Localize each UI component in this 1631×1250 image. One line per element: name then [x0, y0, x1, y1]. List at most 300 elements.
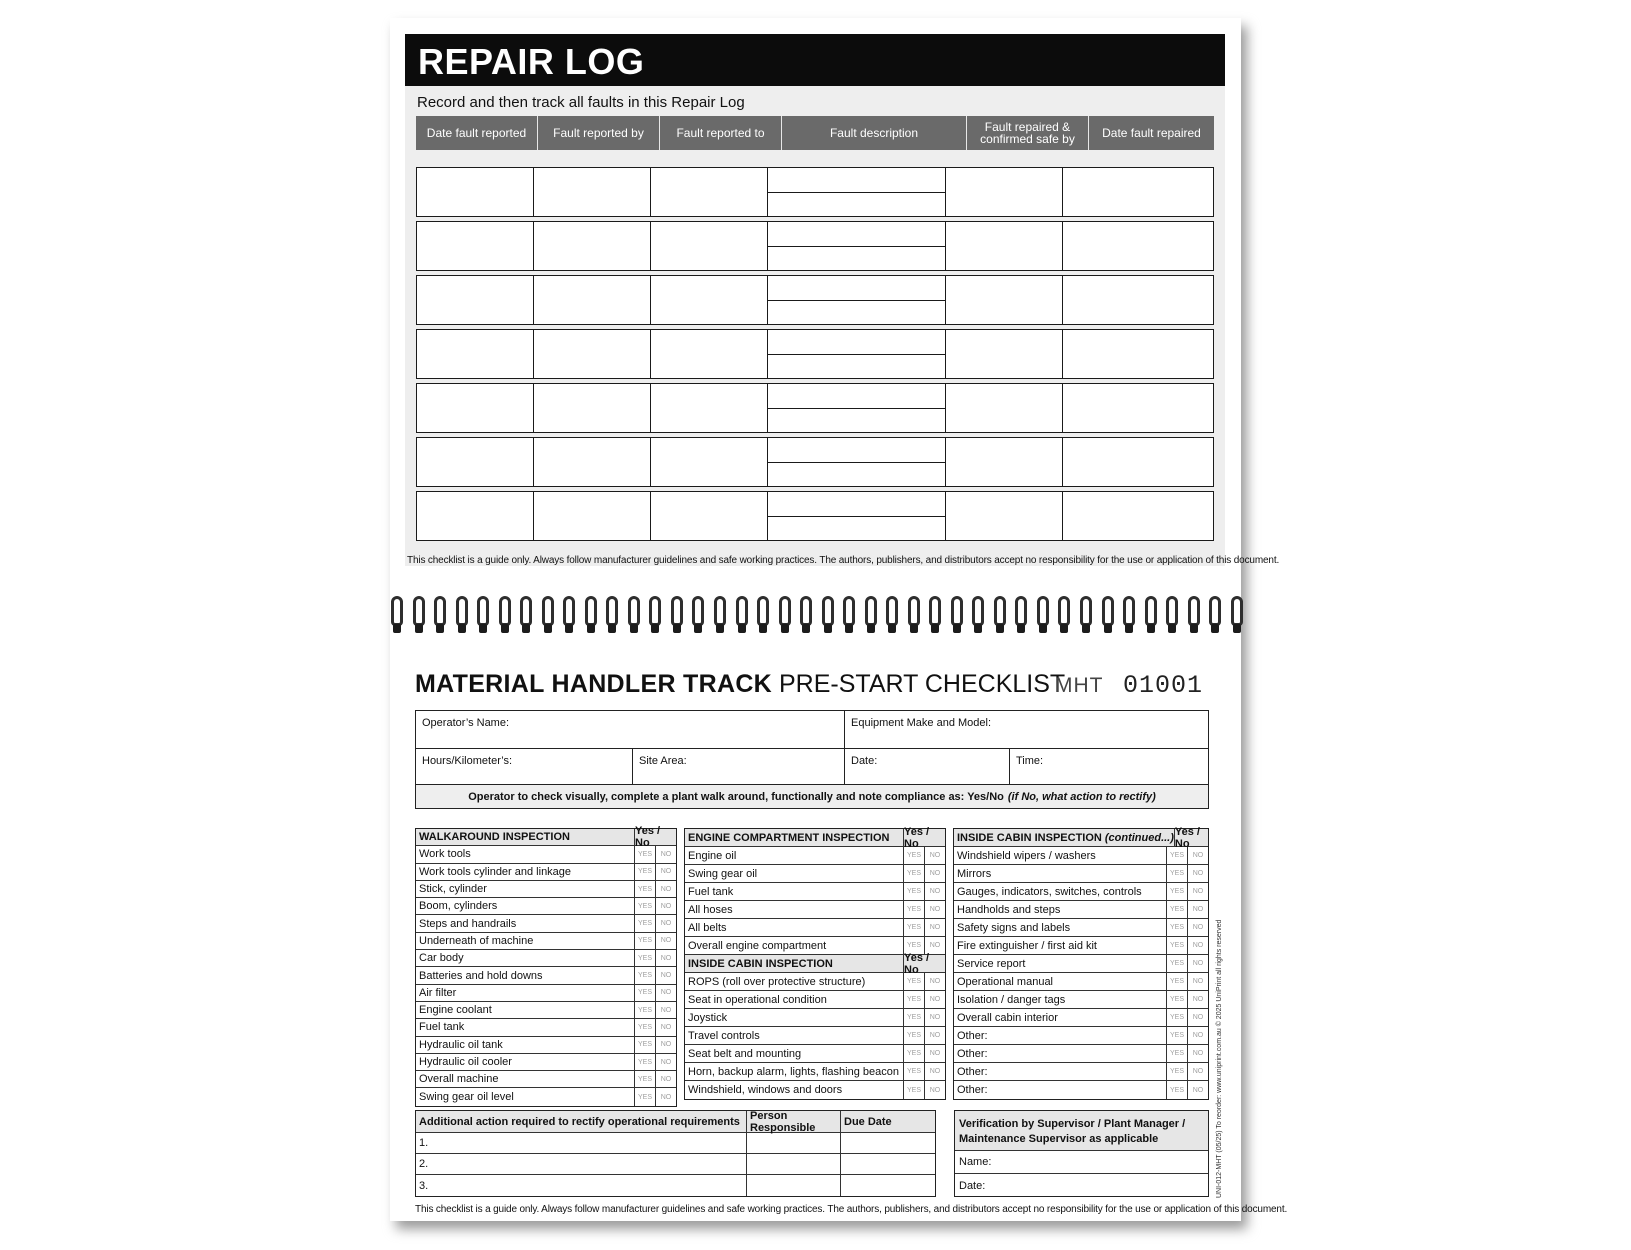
checklist-item-row — [416, 898, 676, 915]
yes-no-header: Yes / No — [903, 829, 945, 846]
yes-checkbox[interactable]: YES — [1169, 942, 1184, 949]
no-checkbox[interactable]: NO — [655, 1002, 676, 1018]
yes-checkbox[interactable]: YES — [637, 989, 652, 997]
yes-no-boxes — [1166, 1009, 1208, 1026]
yes-checkbox[interactable]: YES — [1169, 1050, 1184, 1057]
hours-field[interactable] — [415, 748, 633, 787]
checklist-item-label: Hydraulic oil cooler — [419, 1056, 512, 1068]
yes-no-boxes — [634, 1071, 676, 1087]
yes-checkbox[interactable]: YES — [637, 1075, 652, 1083]
coil-loop — [1037, 596, 1049, 626]
repair-log-cell[interactable] — [946, 492, 1063, 540]
repair-log-cell[interactable] — [946, 168, 1063, 216]
no-checkbox[interactable]: NO — [655, 1019, 676, 1035]
yes-checkbox[interactable]: YES — [906, 924, 921, 931]
spiral-coil-icon — [476, 596, 490, 636]
spiral-coil-icon — [1187, 596, 1201, 636]
coil-loop — [972, 596, 984, 626]
repair-log-cell[interactable] — [534, 330, 651, 378]
coil-loop — [628, 596, 640, 626]
repair-log-cell[interactable] — [768, 438, 946, 486]
due-date-header: Due Date — [840, 1111, 935, 1132]
spiral-coil-icon — [864, 596, 878, 636]
repair-log-subtitle: Record and then track all faults in this Repair Log — [417, 94, 745, 111]
repair-log-cell[interactable] — [768, 384, 946, 432]
repair-log-cell[interactable] — [534, 222, 651, 270]
spiral-coil-icon — [1079, 596, 1093, 636]
repair-log-cell[interactable] — [1063, 438, 1213, 486]
repair-log-cell[interactable] — [651, 438, 768, 486]
col-repaired-by: Fault repaired & confirmed safe by — [967, 116, 1089, 150]
no-checkbox[interactable]: NO — [1187, 973, 1208, 990]
no-checkbox[interactable]: NO — [1187, 991, 1208, 1008]
repair-log-cell[interactable] — [417, 168, 534, 216]
checklist-item-row — [416, 1019, 676, 1036]
repair-log-cell[interactable] — [946, 438, 1063, 486]
repair-log-row[interactable] — [416, 383, 1214, 433]
repair-log-cell[interactable] — [651, 168, 768, 216]
no-checkbox[interactable]: NO — [924, 1081, 945, 1099]
person-responsible-cell[interactable] — [746, 1175, 840, 1196]
yes-checkbox[interactable]: YES — [906, 1014, 921, 1021]
coil-loop — [1015, 596, 1027, 626]
checklist-title-bold: MATERIAL HANDLER TRACK — [415, 670, 773, 698]
repair-log-row[interactable] — [416, 491, 1214, 541]
repair-log-row[interactable] — [416, 167, 1214, 217]
punch-hole — [1190, 624, 1198, 633]
repair-log-cell[interactable] — [417, 276, 534, 324]
section-title-text: ENGINE COMPARTMENT INSPECTION — [688, 831, 890, 844]
coil-loop — [908, 596, 920, 626]
section-header-row — [685, 951, 945, 976]
no-checkbox[interactable]: NO — [924, 991, 945, 1008]
yes-no-boxes — [1166, 973, 1208, 990]
punch-hole — [587, 624, 595, 633]
repair-log-row[interactable] — [416, 329, 1214, 379]
yes-checkbox[interactable]: YES — [906, 1032, 921, 1039]
repair-log-disclaimer: This checklist is a guide only. Always follow manufacturer guidelines and safe working practices. The authors, publishers, and distributors accept no responsibility for the use or application of this document. — [407, 555, 1280, 566]
yes-checkbox[interactable]: YES — [1169, 978, 1184, 985]
checklist-item-row — [954, 937, 1208, 955]
no-checkbox[interactable]: NO — [655, 985, 676, 1001]
checklist-item-row — [416, 933, 676, 950]
yes-no-header: Yes / No — [634, 829, 676, 845]
yes-checkbox[interactable]: YES — [1169, 1068, 1184, 1075]
no-checkbox[interactable]: NO — [924, 865, 945, 882]
spiral-coil-icon — [584, 596, 598, 636]
spiral-coil-icon — [1036, 596, 1050, 636]
repair-log-cell[interactable] — [946, 330, 1063, 378]
checklist-item-label: Work tools — [419, 848, 471, 861]
checklist-item-row — [416, 1002, 676, 1019]
due-date-cell[interactable] — [840, 1154, 935, 1174]
yes-no-boxes — [634, 933, 676, 949]
checklist-item-label: Other: — [957, 1029, 988, 1042]
col-date-reported: Date fault reported — [416, 116, 538, 150]
yes-checkbox[interactable]: YES — [637, 1041, 652, 1049]
repair-log-cell[interactable] — [651, 330, 768, 378]
punch-hole — [1017, 624, 1025, 633]
description-split-line — [768, 300, 945, 301]
punch-hole — [1168, 624, 1176, 633]
no-checkbox[interactable]: NO — [924, 937, 945, 954]
no-checkbox[interactable]: NO — [1187, 865, 1208, 882]
yes-checkbox[interactable]: YES — [637, 1058, 652, 1066]
checklist-item-row — [685, 1063, 945, 1081]
verification-header: Verification by Supervisor / Plant Manager / Maintenance Supervisor as applicable — [955, 1111, 1208, 1151]
verification-date-label: Date: — [959, 1179, 986, 1192]
site-area-field[interactable] — [632, 748, 845, 787]
repair-log-row[interactable] — [416, 221, 1214, 271]
yes-checkbox[interactable]: YES — [906, 852, 921, 859]
yes-checkbox[interactable]: YES — [637, 920, 652, 928]
repair-log-row[interactable] — [416, 275, 1214, 325]
checklist-item-label: Handholds and steps — [957, 903, 1061, 916]
verification-date-field[interactable] — [955, 1174, 1208, 1197]
punch-hole — [393, 624, 401, 633]
no-checkbox[interactable]: NO — [924, 1009, 945, 1026]
yes-no-boxes — [634, 846, 676, 862]
repair-log-cell[interactable] — [534, 438, 651, 486]
no-checkbox[interactable]: NO — [655, 1054, 676, 1070]
spiral-binding — [382, 596, 1252, 642]
repair-log-cell[interactable] — [768, 276, 946, 324]
checklist-item-label: Other: — [957, 1065, 988, 1078]
no-checkbox[interactable]: NO — [655, 967, 676, 983]
no-checkbox[interactable]: NO — [924, 1027, 945, 1044]
yes-no-boxes — [903, 865, 945, 882]
repair-log-cell[interactable] — [1063, 222, 1213, 270]
yes-no-boxes — [634, 915, 676, 931]
spiral-coil-icon — [928, 596, 942, 636]
repair-log-cell[interactable] — [417, 384, 534, 432]
repair-log-cell[interactable] — [768, 168, 946, 216]
time-label: Time: — [1016, 755, 1044, 767]
yes-checkbox[interactable]: YES — [637, 1006, 652, 1014]
coil-loop — [692, 596, 704, 626]
no-checkbox[interactable]: NO — [655, 1071, 676, 1087]
reorder-side-note: UNI-012-MHT (05/25) To reorder: www.uniprint.com.au © 2025 UniPrint all rights reserved — [1216, 919, 1223, 1198]
punch-hole — [781, 624, 789, 633]
checklist-item-row — [954, 883, 1208, 901]
checklist-item-row — [416, 950, 676, 967]
site-area-label: Site Area: — [639, 755, 687, 767]
spiral-coil-icon — [433, 596, 447, 636]
punch-hole — [1147, 624, 1155, 633]
checklist-item-row — [416, 864, 676, 881]
yes-checkbox[interactable]: YES — [1169, 1032, 1184, 1039]
no-checkbox[interactable]: NO — [655, 864, 676, 880]
instruction-italic: (if No, what action to rectify) — [1007, 790, 1156, 803]
no-checkbox[interactable]: NO — [1187, 937, 1208, 954]
col-reported-by: Fault reported by — [538, 116, 660, 150]
yes-checkbox[interactable]: YES — [637, 1023, 652, 1031]
repair-log-cell[interactable] — [768, 222, 946, 270]
person-responsible-cell[interactable] — [746, 1154, 840, 1174]
checklist-item-row — [416, 1054, 676, 1071]
yes-no-boxes — [1166, 937, 1208, 954]
yes-checkbox[interactable]: YES — [637, 902, 652, 910]
spiral-coil-icon — [713, 596, 727, 636]
yes-checkbox[interactable]: YES — [1169, 870, 1184, 877]
checklist-code: MHT — [1055, 674, 1104, 697]
yes-no-boxes — [1166, 847, 1208, 864]
no-checkbox[interactable]: NO — [1187, 1063, 1208, 1080]
punch-hole — [1082, 624, 1090, 633]
operator-name-label: Operator’s Name: — [422, 717, 510, 729]
checklist-item-label: Swing gear oil — [688, 867, 758, 880]
spiral-coil-icon — [627, 596, 641, 636]
repair-log-cell[interactable] — [946, 276, 1063, 324]
checklist-item-label: ROPS (roll over protective structure) — [688, 975, 866, 988]
due-date-cell[interactable] — [840, 1175, 935, 1196]
repair-log-cell[interactable] — [946, 222, 1063, 270]
yes-checkbox[interactable]: YES — [637, 885, 652, 893]
yes-checkbox[interactable]: YES — [906, 942, 921, 949]
yes-no-boxes — [634, 1037, 676, 1053]
punch-hole — [630, 624, 638, 633]
date-label: Date: — [851, 755, 878, 767]
no-checkbox[interactable]: NO — [1187, 1045, 1208, 1062]
checklist-item-label: Overall cabin interior — [957, 1011, 1058, 1024]
no-checkbox[interactable]: NO — [1187, 901, 1208, 918]
yes-checkbox[interactable]: YES — [637, 972, 652, 980]
no-checkbox[interactable]: NO — [924, 847, 945, 864]
no-checkbox[interactable]: NO — [655, 1088, 676, 1105]
repair-log-cell[interactable] — [534, 384, 651, 432]
checklist-item-row — [685, 919, 945, 937]
yes-no-boxes — [1166, 901, 1208, 918]
cabin-continued-table — [953, 825, 1209, 1100]
yes-no-boxes — [903, 847, 945, 864]
repair-log-cell[interactable] — [417, 330, 534, 378]
checklist-item-label: Mirrors — [957, 867, 992, 880]
spiral-coil-icon — [993, 596, 1007, 636]
repair-log-cell[interactable] — [1063, 384, 1213, 432]
punch-hole — [651, 624, 659, 633]
no-checkbox[interactable]: NO — [1187, 1027, 1208, 1044]
coil-loop — [671, 596, 683, 626]
spiral-coil-icon — [778, 596, 792, 636]
no-checkbox[interactable]: NO — [1187, 919, 1208, 936]
section-title — [954, 829, 1174, 846]
yes-checkbox[interactable]: YES — [906, 978, 921, 985]
repair-log-cell[interactable] — [417, 222, 534, 270]
yes-checkbox[interactable]: YES — [637, 850, 652, 858]
no-checkbox[interactable]: NO — [655, 846, 676, 862]
yes-checkbox[interactable]: YES — [637, 937, 652, 945]
checklist-item-label: Service report — [957, 957, 1026, 970]
repair-log-cell[interactable] — [417, 438, 534, 486]
repair-log-cell[interactable] — [1063, 276, 1213, 324]
no-checkbox[interactable]: NO — [1187, 847, 1208, 864]
yes-checkbox[interactable]: YES — [1169, 888, 1184, 895]
checklist-item-row — [954, 1045, 1208, 1063]
punch-hole — [738, 624, 746, 633]
description-split-line — [768, 354, 945, 355]
checklist-item-row — [685, 883, 945, 901]
repair-log-cell[interactable] — [534, 492, 651, 540]
col-reported-to: Fault reported to — [660, 116, 782, 150]
no-checkbox[interactable]: NO — [655, 1037, 676, 1053]
no-checkbox[interactable]: NO — [924, 919, 945, 936]
walkaround-table — [415, 825, 677, 1107]
due-date-cell[interactable] — [840, 1133, 935, 1153]
repair-log-cell[interactable] — [534, 168, 651, 216]
coil-loop — [951, 596, 963, 626]
checklist-item-row — [416, 915, 676, 932]
coil-loop — [843, 596, 855, 626]
checklist-item-label: Windshield wipers / washers — [957, 849, 1096, 862]
spiral-coil-icon — [735, 596, 749, 636]
spiral-coil-icon — [1014, 596, 1028, 636]
punch-hole — [996, 624, 1004, 633]
repair-log-cell[interactable] — [651, 276, 768, 324]
repair-log-cell[interactable] — [1063, 330, 1213, 378]
person-responsible-header: Person Responsible — [746, 1111, 840, 1132]
yes-checkbox[interactable]: YES — [637, 954, 652, 962]
action-number: 3. — [419, 1179, 429, 1192]
coil-loop — [929, 596, 941, 626]
yes-no-boxes — [1166, 1027, 1208, 1044]
person-responsible-cell[interactable] — [746, 1133, 840, 1153]
checklist-item-label: Operational manual — [957, 975, 1054, 988]
punch-hole — [501, 624, 509, 633]
repair-log-cell[interactable] — [651, 492, 768, 540]
repair-log-cell[interactable] — [768, 492, 946, 540]
date-field[interactable] — [844, 748, 1010, 787]
checklist-item-label: Air filter — [419, 986, 457, 999]
no-checkbox[interactable]: NO — [1187, 1009, 1208, 1026]
time-field[interactable] — [1009, 748, 1209, 787]
checklist-item-row — [954, 865, 1208, 883]
yes-checkbox[interactable]: YES — [906, 1050, 921, 1057]
yes-checkbox[interactable]: YES — [906, 1068, 921, 1075]
yes-checkbox[interactable]: YES — [637, 1093, 652, 1101]
spiral-coil-icon — [562, 596, 576, 636]
coil-loop — [1102, 596, 1114, 626]
yes-checkbox[interactable]: YES — [1169, 924, 1184, 931]
no-checkbox[interactable]: NO — [924, 901, 945, 918]
no-checkbox[interactable]: NO — [655, 898, 676, 914]
no-checkbox[interactable]: NO — [655, 915, 676, 931]
coil-loop — [413, 596, 425, 626]
checklist-item-label: Travel controls — [688, 1029, 760, 1042]
coil-loop — [1231, 596, 1243, 626]
yes-checkbox[interactable]: YES — [906, 1086, 921, 1094]
coil-loop — [886, 596, 898, 626]
no-checkbox[interactable]: NO — [924, 1045, 945, 1062]
repair-log-cell[interactable] — [946, 384, 1063, 432]
punch-hole — [673, 624, 681, 633]
checklist-item-row — [416, 967, 676, 984]
checklist-item-label: Hydraulic oil tank — [419, 1038, 503, 1051]
no-checkbox[interactable]: NO — [924, 1063, 945, 1080]
yes-checkbox[interactable]: YES — [1169, 1014, 1184, 1021]
equipment-make-field[interactable] — [844, 710, 1209, 749]
repair-log-cell[interactable] — [417, 492, 534, 540]
repair-log-cell[interactable] — [651, 222, 768, 270]
verification-name-field[interactable] — [955, 1151, 1208, 1174]
repair-log-row[interactable] — [416, 437, 1214, 487]
yes-no-boxes — [903, 1027, 945, 1044]
yes-checkbox[interactable]: YES — [1169, 906, 1184, 913]
coil-loop — [865, 596, 877, 626]
punch-hole — [522, 624, 530, 633]
checklist-item-label: Other: — [957, 1047, 988, 1060]
coil-loop — [499, 596, 511, 626]
repair-log-cell[interactable] — [534, 276, 651, 324]
yes-checkbox[interactable]: YES — [1169, 1086, 1184, 1094]
description-split-line — [768, 246, 945, 247]
yes-no-boxes — [634, 967, 676, 983]
no-checkbox[interactable]: NO — [1187, 883, 1208, 900]
checklist-item-label: Fire extinguisher / first aid kit — [957, 939, 1097, 952]
yes-no-boxes — [903, 1009, 945, 1026]
coil-loop — [822, 596, 834, 626]
checklist-item-row — [685, 847, 945, 865]
operator-name-field[interactable] — [415, 710, 845, 749]
coil-loop — [779, 596, 791, 626]
action-row[interactable] — [416, 1154, 935, 1175]
repair-log-cell[interactable] — [1063, 492, 1213, 540]
yes-checkbox[interactable]: YES — [906, 906, 921, 913]
punch-hole — [931, 624, 939, 633]
yes-no-boxes — [634, 1088, 676, 1105]
spiral-coil-icon — [648, 596, 662, 636]
yes-checkbox[interactable]: YES — [906, 888, 921, 895]
action-number: 1. — [419, 1137, 429, 1149]
no-checkbox[interactable]: NO — [655, 881, 676, 897]
yes-checkbox[interactable]: YES — [906, 870, 921, 877]
repair-log-title-bar — [405, 34, 1225, 86]
no-checkbox[interactable]: NO — [655, 950, 676, 966]
repair-log-cell[interactable] — [1063, 168, 1213, 216]
no-checkbox[interactable]: NO — [655, 933, 676, 949]
section-title — [416, 829, 634, 845]
no-checkbox[interactable]: NO — [1187, 1081, 1208, 1099]
yes-no-boxes — [903, 1081, 945, 1099]
checklist-item-row — [416, 1088, 676, 1105]
checklist-item-label: Engine oil — [688, 849, 737, 862]
description-split-line — [768, 462, 945, 463]
yes-checkbox[interactable]: YES — [906, 996, 921, 1003]
spiral-coil-icon — [605, 596, 619, 636]
yes-checkbox[interactable]: YES — [637, 868, 652, 876]
yes-checkbox[interactable]: YES — [1169, 960, 1184, 967]
action-row[interactable] — [416, 1133, 935, 1154]
no-checkbox[interactable]: NO — [1187, 955, 1208, 972]
checklist-item-label: Other: — [957, 1084, 988, 1096]
action-row[interactable] — [416, 1175, 935, 1196]
checklist-item-label: Car body — [419, 952, 464, 965]
punch-hole — [888, 624, 896, 633]
section-title-text: INSIDE CABIN INSPECTION — [957, 831, 1102, 844]
no-checkbox[interactable]: NO — [924, 973, 945, 990]
repair-log-cell[interactable] — [651, 384, 768, 432]
col-date-repaired: Date fault repaired — [1102, 126, 1201, 140]
coil-loop — [714, 596, 726, 626]
repair-log-cell[interactable] — [768, 330, 946, 378]
yes-checkbox[interactable]: YES — [1169, 852, 1184, 859]
spiral-coil-icon — [1165, 596, 1179, 636]
checklist-item-row — [954, 1063, 1208, 1081]
no-checkbox[interactable]: NO — [924, 883, 945, 900]
punch-hole — [415, 624, 423, 633]
coil-loop — [1145, 596, 1157, 626]
yes-checkbox[interactable]: YES — [1169, 996, 1184, 1003]
checklist-item-label: Horn, backup alarm, lights, flashing beacon — [688, 1065, 899, 1078]
